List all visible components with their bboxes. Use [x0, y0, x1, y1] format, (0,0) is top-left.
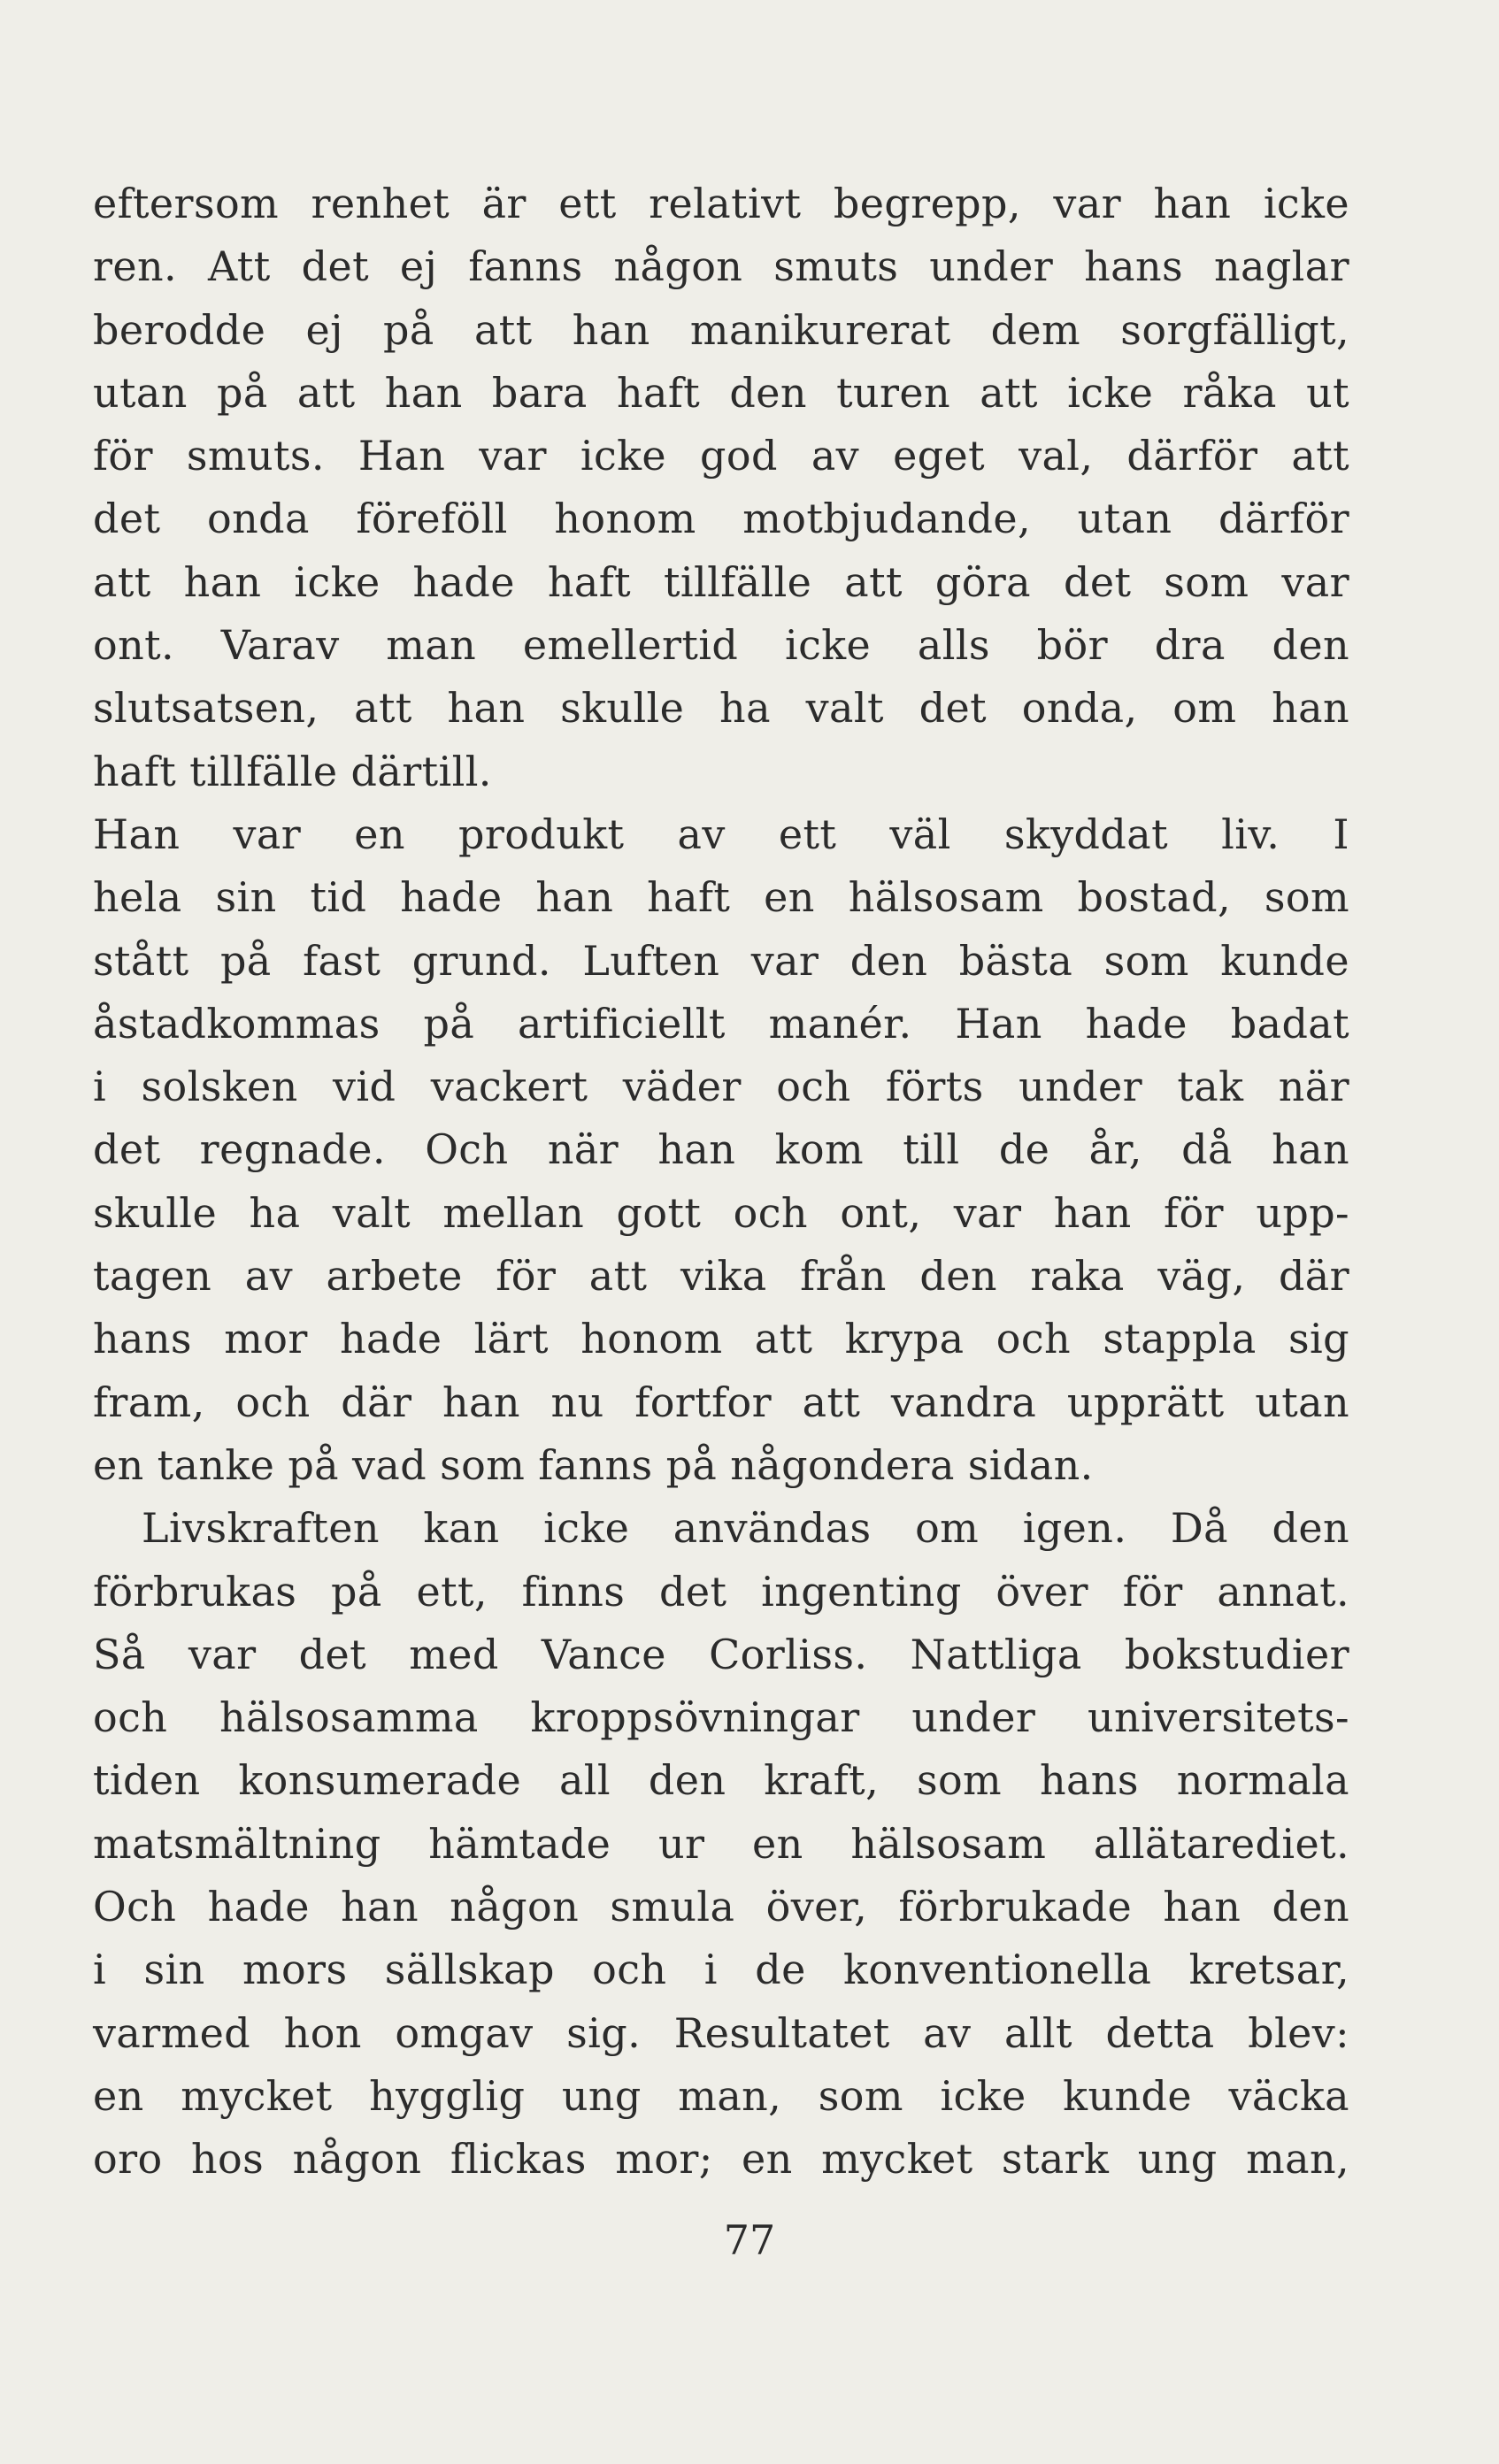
text-line: matsmältning hämtade ur en hälsosam allätarediet.	[93, 1819, 1349, 1868]
text-line: varmed hon omgav sig. Resultatet av allt detta blev:	[93, 2008, 1349, 2057]
text-line: Och hade han någon smula över, förbrukade han den	[93, 1883, 1349, 1931]
text-line: stått på fast grund. Luften var den bästa som kunde	[93, 936, 1349, 985]
text-line: ren. Att det ej fanns någon smuts under hans naglar	[93, 242, 1349, 291]
text-line: eftersom renhet är ett relativt begrepp, var han icke	[93, 180, 1349, 227]
text-line: berodde ej på att han manikurerat dem sorgfälligt,	[93, 305, 1349, 354]
text-line: det onda föreföll honom motbjudande, utan därför	[93, 495, 1349, 543]
text-line: och hälsosamma kroppsövningar under universitets-	[93, 1693, 1349, 1742]
text-line: hans mor hade lärt honom att krypa och stappla sig	[93, 1315, 1349, 1363]
text-line: haft tillfälle därtill.	[93, 747, 492, 795]
text-line: ont. Varav man emellertid icke alls bör dra den	[93, 621, 1349, 670]
page-number: 77	[723, 2216, 776, 2264]
text-line: hela sin tid hade han haft en hälsosam bostad, som	[93, 873, 1349, 922]
text-line: att han icke hade haft tillfälle att göra det som var	[93, 557, 1349, 606]
text-line: Så var det med Vance Corliss. Nattliga bokstudier	[93, 1630, 1349, 1678]
text-line: åstadkommas på artificiellt manér. Han hade badat	[93, 999, 1349, 1048]
text-line: skulle ha valt mellan gott och ont, var han för upp-	[93, 1188, 1349, 1237]
text-line: oro hos någon flickas mor; en mycket stark ung man,	[93, 2135, 1349, 2184]
text-line: slutsatsen, att han skulle ha valt det onda, om han	[93, 684, 1349, 733]
text-line: tagen av arbete för att vika från den raka väg, där	[93, 1252, 1349, 1301]
text-line: en mycket hygglig ung man, som icke kunde väcka	[93, 2071, 1349, 2120]
text-line: för smuts. Han var icke god av eget val, därför att	[93, 432, 1349, 480]
body-text	[93, 173, 1349, 2192]
text-line: i solsken vid vackert väder och förts under tak när	[93, 1063, 1349, 1111]
text-line: det regnade. Och när han kom till de år, då han	[93, 1125, 1349, 1174]
text-line: fram, och där han nu fortfor att vandra upprätt utan	[93, 1378, 1349, 1426]
text-line: Livskraften kan icke användas om igen. Då den	[142, 1504, 1349, 1553]
text-line: tiden konsumerade all den kraft, som hans normala	[93, 1756, 1349, 1805]
text-line: en tanke på vad som fanns på någondera sidan.	[93, 1440, 1094, 1489]
text-line: Han var en produkt av ett väl skyddat liv. I	[93, 810, 1349, 858]
text-line: förbrukas på ett, finns det ingenting över för annat.	[93, 1567, 1349, 1616]
text-line: utan på att han bara haft den turen att icke råka ut	[93, 368, 1349, 417]
text-line: i sin mors sällskap och i de konventionella kretsar,	[93, 1946, 1349, 1994]
